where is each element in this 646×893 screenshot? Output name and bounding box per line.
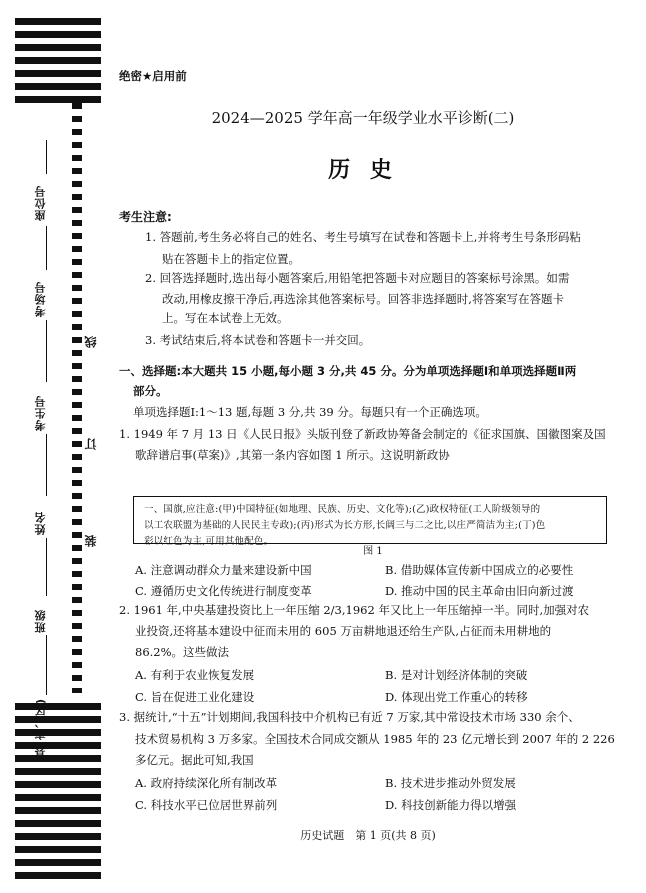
margin-stripe bbox=[15, 18, 101, 25]
margin-stripe bbox=[15, 781, 101, 788]
margin-stripe-column bbox=[72, 103, 82, 693]
margin-stripe bbox=[15, 31, 101, 38]
notice-title: 考生注意: bbox=[119, 210, 172, 224]
margin-stripe bbox=[15, 742, 101, 749]
figure-1-quote-box bbox=[133, 496, 607, 547]
question-1-stem-cont: 歌辞谱启事(草案)》,其第一条内容如图 1 所示。这说明新政协 bbox=[135, 448, 450, 462]
question-2-option-b: B. 是对计划经济体制的突破 bbox=[385, 668, 528, 682]
question-1-option-a: A. 注意调动群众力量来建设新中国 bbox=[135, 563, 312, 577]
margin-stripe bbox=[15, 57, 101, 64]
binding-mark-bind: 装 bbox=[84, 535, 98, 547]
question-3-option-c: C. 科技水平已位居世界前列 bbox=[135, 798, 278, 812]
margin-stripe bbox=[15, 703, 101, 710]
question-2-option-d: D. 体现出党工作重心的转移 bbox=[385, 690, 528, 704]
margin-stripe bbox=[15, 44, 101, 51]
seat-number-field-label: 座位号 bbox=[34, 185, 47, 221]
question-2-stem: 2. 1961 年,中央基建投资比上一年压缩 2/3,1962 年又比上一年压缩掉一半。同时,加强对农 bbox=[119, 603, 590, 617]
exam-room-field-label: 考场号 bbox=[34, 281, 47, 317]
section-subheading: 单项选择题Ⅰ:1～13 题,每题 3 分,共 39 分。每题只有一个正确选项。 bbox=[133, 405, 487, 419]
question-3-stem: 3. 据统计,“十五”计划期间,我国科技中介机构已有近 7 万家,其中常设技术市场 330 余个、 bbox=[119, 710, 580, 724]
question-1-stem: 1. 1949 年 7 月 13 日《人民日报》头版刊登了新政协筹备会制定的《征求国旗、国徽图案及国 bbox=[119, 427, 606, 441]
question-2-stem-cont: 业投资,还将基本建设中征而未用的 605 万亩耕地退还给生产队,占征而未用耕地的 bbox=[135, 624, 552, 638]
question-1-option-c: C. 遵循历史文化传统进行制度变革 bbox=[135, 584, 312, 598]
margin-stripe bbox=[15, 846, 101, 853]
question-1-option-d: D. 推动中国的民主革命由旧向新过渡 bbox=[385, 584, 574, 598]
margin-stripe bbox=[15, 755, 101, 762]
class-fill-line bbox=[46, 635, 47, 695]
question-2-option-c: C. 旨在促进工业化建设 bbox=[135, 690, 255, 704]
section-heading: 一、选择题:本大题共 15 小题,每小题 3 分,共 45 分。分为单项选择题Ⅰ和单项选择题Ⅱ两 bbox=[119, 364, 577, 378]
page-footer: 历史试题 第 1 页(共 8 页) bbox=[300, 829, 436, 842]
subject-title: 历 史 bbox=[328, 158, 398, 183]
margin-stripe bbox=[15, 807, 101, 814]
notice-item-2: 2. 回答选择题时,选出每小题答案后,用铅笔把答题卡对应题目的答案标号涂黑。如需 bbox=[145, 271, 570, 285]
margin-stripe bbox=[15, 820, 101, 827]
exam-title: 2024—2025 学年高一年级学业水平诊断(二) bbox=[211, 109, 515, 127]
examinee-number-fill-line bbox=[46, 434, 47, 496]
question-2-option-a: A. 有利于农业恢复发展 bbox=[135, 668, 255, 682]
question-3-option-b: B. 技术进步推动外贸发展 bbox=[385, 776, 516, 790]
binding-mark-staple: 订 bbox=[84, 438, 98, 450]
notice-item-3: 3. 考试结束后,将本试卷和答题卡一并交回。 bbox=[145, 333, 371, 347]
binding-mark-line: 线 bbox=[84, 336, 98, 348]
class-field-label: 班级 bbox=[34, 609, 47, 633]
question-3-option-d: D. 科技创新能力得以增强 bbox=[385, 798, 517, 812]
notice-item-1-cont: 贴在答题卡上的指定位置。 bbox=[162, 252, 300, 266]
question-3-stem-cont: 技术贸易机构 3 万多家。全国技术合同成交额从 1985 年的 23 亿元增长到 2007 年的 2 226 bbox=[135, 732, 615, 746]
margin-stripe bbox=[15, 729, 101, 736]
secret-label: 绝密★启用前 bbox=[119, 69, 187, 83]
margin-stripe bbox=[15, 70, 101, 77]
figure-1-quote-line: 彩以红色为主,可用其他配色。 bbox=[144, 536, 274, 547]
question-3-stem-cont2: 多亿元。据此可知,我国 bbox=[135, 753, 254, 767]
figure-1-caption: 图 1 bbox=[363, 546, 383, 557]
figure-1-quote-line: 一、国旗,应注意:(甲)中国特征(如地理、民族、历史、文化等);(乙)政权特征(工人阶级领导的 bbox=[144, 504, 541, 515]
section-heading-cont: 部分。 bbox=[133, 384, 168, 398]
margin-stripe bbox=[15, 859, 101, 866]
examinee-number-field-label: 考生号 bbox=[34, 395, 47, 431]
margin-stripe bbox=[15, 872, 101, 879]
margin-stripe bbox=[15, 83, 101, 90]
notice-item-1: 1. 答题前,考生务必将自己的姓名、考生号填写在试卷和答题卡上,并将考生号条形码粘 bbox=[145, 230, 581, 244]
margin-stripe bbox=[15, 794, 101, 801]
seat-fill-line bbox=[46, 226, 47, 270]
margin-stripe bbox=[15, 768, 101, 775]
notice-item-2-cont2: 上。写在本试卷上无效。 bbox=[162, 311, 289, 325]
figure-1-quote-line: 以工农联盟为基础的人民民主专政);(丙)形式为长方形,长阔三与二之比,以庄严简洁为主;(丁)色 bbox=[144, 520, 546, 531]
question-1-option-b: B. 借助媒体宣传新中国成立的必要性 bbox=[385, 563, 574, 577]
county-field-label: 县(市、区) bbox=[34, 697, 47, 758]
margin-stripe bbox=[15, 96, 101, 103]
exam-room-fill-line bbox=[46, 320, 47, 382]
question-3-option-a: A. 政府持续深化所有制改革 bbox=[135, 776, 278, 790]
name-field-label: 姓名 bbox=[34, 511, 47, 535]
notice-item-2-cont: 改动,用橡皮擦干净后,再选涂其他答案标号。回答非选择题时,将答案写在答题卡 bbox=[162, 292, 564, 306]
margin-stripe bbox=[15, 716, 101, 723]
question-2-stem-cont2: 86.2%。这些做法 bbox=[135, 645, 230, 659]
